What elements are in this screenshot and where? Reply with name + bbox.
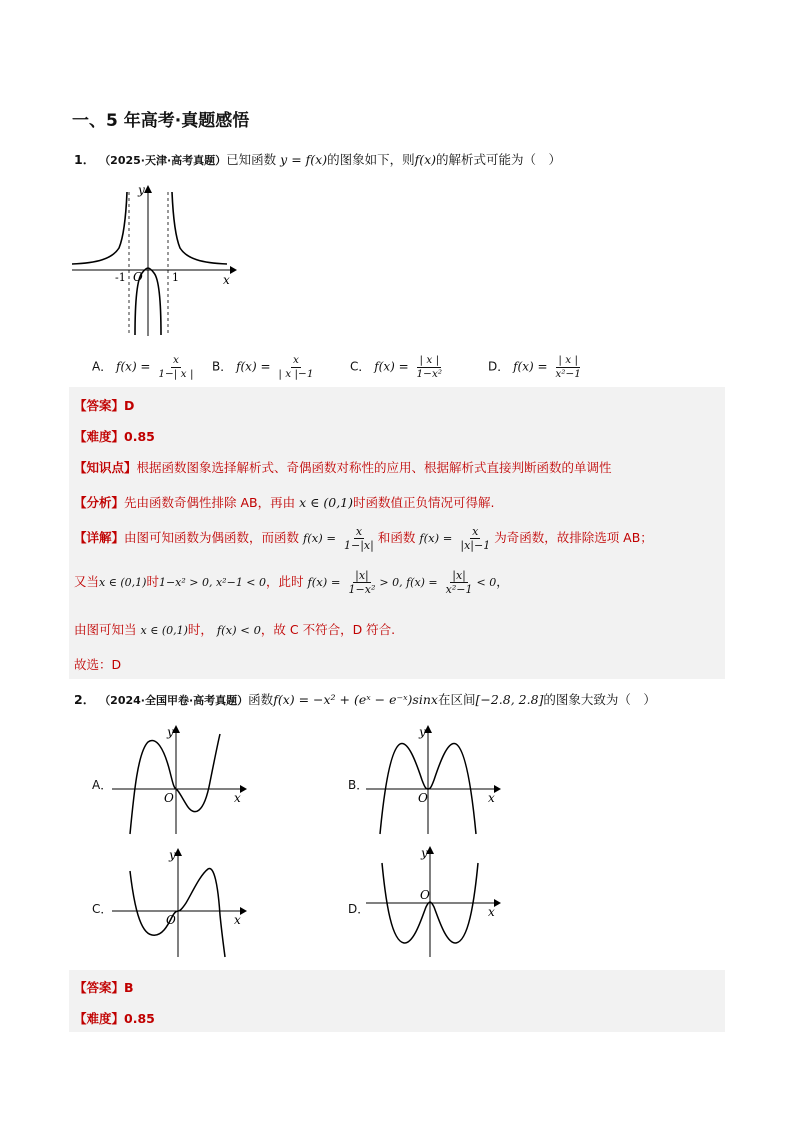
option-label: C． (350, 359, 371, 374)
origin-label: O (420, 888, 430, 902)
option-b-label: B． (348, 778, 369, 792)
knowledge-tag: 【知识点】 (74, 460, 137, 475)
option-denominator: 1−| x | (158, 367, 194, 380)
answer-panel-q2 (69, 970, 725, 1032)
option-label: D． (488, 359, 510, 374)
knowledge-row (74, 458, 612, 476)
option-a-label: A． (92, 778, 113, 792)
choose-text: 故选：D (74, 657, 122, 672)
math-y-eq-fx: y = f(x) (280, 152, 328, 167)
option-denominator: | x |−1 (278, 367, 314, 380)
answer-value: B (124, 980, 134, 995)
answer-row (74, 396, 134, 414)
axis-label-y: y (167, 725, 174, 739)
math-function: f(x) = −x² + (eˣ − e⁻ˣ)sinx (273, 692, 438, 707)
question-number: 1． (74, 152, 96, 167)
origin-label: O (418, 791, 428, 805)
interval: [−2.8, 2.8] (475, 692, 544, 707)
option-a[interactable]: A． f(x) = $\frac{x}{1-| x |}$ (92, 354, 194, 380)
option-b-graph[interactable] (366, 722, 506, 837)
question-2-stem (74, 690, 656, 708)
option-numerator: | x | (558, 354, 578, 366)
question-1-stem (74, 150, 561, 168)
stem-text: 已知函数 (226, 152, 277, 167)
detail-row-1: 【详解】由图可知函数为偶函数，而函数 f(x) = $\frac{x}{1-|x|}$ 和函数 f(x) = $\frac{x}{|x|-1}$ 为奇函数，故排除选项 AB； (74, 525, 653, 552)
difficulty-value: 0.85 (124, 1011, 155, 1026)
axis-label-x: x (488, 791, 495, 805)
option-numerator: x (292, 354, 299, 366)
question-source: （2024·全国甲卷·高考真题） (99, 694, 249, 707)
difficulty-value: 0.85 (124, 429, 155, 444)
answer-value: D (124, 398, 135, 413)
stem-text: 的图象如下，则 (327, 152, 415, 167)
choose-row (74, 655, 121, 673)
detail-text: 又当 (74, 574, 100, 589)
difficulty-row (74, 427, 155, 445)
math-fx: f(x) (414, 152, 437, 167)
axis-label-x: x (223, 273, 230, 287)
knowledge-text: 根据函数图象选择解析式、奇偶函数对称性的应用、根据解析式直接判断函数的单调性 (136, 460, 612, 475)
difficulty-tag: 【难度】 (74, 429, 125, 444)
detail-text: 和函数 (377, 530, 416, 545)
detail-text: 时， (187, 622, 213, 637)
stem-text: 函数 (248, 692, 274, 707)
option-d-graph[interactable] (366, 845, 506, 960)
tick-label-neg-one: -1 (115, 271, 126, 284)
origin-label: O (164, 791, 174, 805)
option-numerator: | x | (419, 354, 440, 366)
detail-row-2: 又当x ∈ (0,1)时1−x² > 0, x²−1 < 0，此时 f(x) = $\frac{|x|}{\text{1−x²}}$ > 0, f(x) = $\frac{|x|}{\text{x²−1}}$ < 0， (74, 569, 509, 596)
axis-label-y: y (138, 183, 145, 197)
analysis-text: 先由函数奇偶性排除 AB，再由 (124, 495, 296, 510)
detail-text: 由图可知函数为偶函数，而函数 (124, 530, 300, 545)
axis-label-y: y (419, 725, 426, 739)
analysis-row (74, 493, 494, 511)
answer-tag: 【答案】 (74, 980, 125, 995)
option-a-graph[interactable] (112, 722, 252, 837)
question-source: （2025·天津·高考真题） (99, 154, 227, 167)
answer-row (74, 978, 134, 996)
stem-text: 在区间 (437, 692, 476, 707)
axis-label-x: x (234, 913, 241, 927)
answer-tag: 【答案】 (74, 398, 125, 413)
option-c-graph[interactable] (112, 845, 252, 960)
option-label: A． (92, 359, 113, 374)
detail-row-3: 由图可知当 x ∈ (0,1)时， f(x) < 0，故 C 不符合，D 符合. (74, 622, 396, 637)
section-title: 一、5 年高考·真题感悟 (72, 111, 250, 131)
option-d-label: D． (348, 902, 370, 916)
detail-text: 为奇函数，故排除选项 AB； (494, 530, 653, 545)
analysis-tag: 【分析】 (74, 495, 125, 510)
origin-label: O (133, 270, 143, 284)
origin-label: O (166, 913, 176, 927)
option-b[interactable]: B． f(x) = $\frac{x}{| x |-1}$ (212, 354, 314, 380)
question-number: 2． (74, 692, 96, 707)
option-denominator: x²−1 (555, 367, 581, 380)
detail-text: 由图可知当 (74, 622, 137, 637)
option-d[interactable]: D． f(x) = $\frac{| x |}{\text{x²−1}}$ (488, 354, 581, 380)
detail-tag: 【详解】 (74, 530, 125, 545)
question-1-graph (72, 180, 242, 340)
detail-text: 时 (146, 574, 159, 589)
axis-label-x: x (488, 905, 495, 919)
difficulty-row (74, 1009, 155, 1027)
stem-text: 的解析式可能为（ ） (436, 152, 562, 167)
option-c-label: C． (92, 902, 113, 916)
math-interval: x ∈ (0,1) (299, 495, 353, 510)
option-denominator: 1−x² (416, 367, 443, 380)
tick-label-one: 1 (172, 271, 179, 284)
option-c[interactable]: C． f(x) = $\frac{| x |}{\text{1−x²}}$ (350, 354, 443, 380)
analysis-text: 时函数值正负情况可得解. (353, 495, 495, 510)
axis-label-x: x (234, 791, 241, 805)
axis-label-y: y (421, 846, 428, 860)
detail-text: ，故 C 不符合，D 符合. (260, 622, 396, 637)
option-label: B． (212, 359, 233, 374)
option-numerator: x (172, 354, 179, 366)
detail-text: ，此时 (266, 574, 304, 589)
axis-label-y: y (169, 848, 176, 862)
stem-text: 的图象大致为（ ） (543, 692, 656, 707)
difficulty-tag: 【难度】 (74, 1011, 125, 1026)
